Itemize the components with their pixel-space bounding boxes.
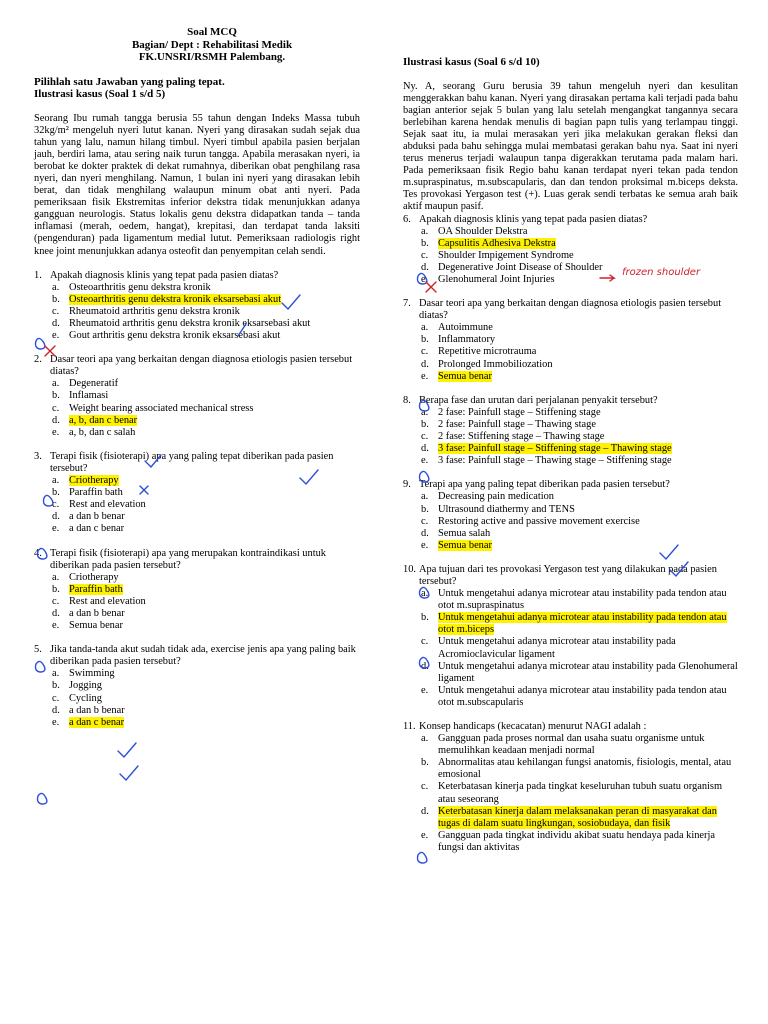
answer-option xyxy=(34,330,360,342)
question-11 xyxy=(403,721,738,854)
answer-option xyxy=(34,693,360,705)
option-text: a dan b benar xyxy=(69,511,125,523)
option-letter: a. xyxy=(421,733,429,745)
answer-option xyxy=(403,334,738,346)
answer-option xyxy=(403,781,738,805)
answer-option xyxy=(34,499,360,511)
question-number: 3. xyxy=(34,450,42,462)
option-text: Swimming xyxy=(69,668,115,680)
question-number: 9. xyxy=(403,479,411,491)
option-text: Weight bearing associated mechanical stress xyxy=(69,402,254,414)
question-10 xyxy=(403,564,738,709)
option-letter: c. xyxy=(421,346,429,358)
answer-option xyxy=(34,294,360,306)
answer-option xyxy=(403,830,738,854)
option-letter: a. xyxy=(52,571,60,583)
answer-option xyxy=(34,390,360,402)
case1-title: Ilustrasi kasus (Soal 1 s/d 5) xyxy=(34,88,166,100)
option-letter: c. xyxy=(421,636,429,648)
option-text: Inflamasi xyxy=(69,390,109,402)
answer-option xyxy=(34,584,360,596)
option-text: Rheumatoid arthritis genu dekstra kronik eksarsebasi akut xyxy=(69,318,311,329)
option-letter: a. xyxy=(421,491,429,503)
option-letter: d. xyxy=(52,511,60,523)
questions-left xyxy=(34,270,360,741)
question-text: Berapa fase dan urutan dari perjalanan penyakit tersebut? xyxy=(419,394,658,406)
option-text-highlighted: Paraffin bath xyxy=(69,583,123,595)
answer-option xyxy=(34,596,360,608)
option-letter: c. xyxy=(421,781,429,793)
option-letter: b. xyxy=(421,503,429,515)
option-letter: b. xyxy=(421,237,429,249)
option-letter: c. xyxy=(421,431,429,443)
question-text: Konsep handicaps (kecacatan) menurut NAGI adalah : xyxy=(419,721,647,732)
question-number: 10. xyxy=(403,563,416,575)
answer-option xyxy=(34,608,360,620)
answer-option xyxy=(403,455,738,467)
answer-option xyxy=(34,680,360,692)
question-1 xyxy=(34,270,360,343)
option-text: 3 fase: Painfull stage – Thawing stage – Stiffening stage xyxy=(438,455,672,467)
answer-option xyxy=(34,511,360,523)
answer-option xyxy=(34,572,360,584)
answer-option xyxy=(403,226,738,238)
option-letter: b. xyxy=(421,612,429,624)
option-text: Inflammatory xyxy=(438,334,496,346)
answer-option xyxy=(403,419,738,431)
option-text: Rheumatoid arthritis genu dekstra kronik xyxy=(69,305,240,317)
answer-option xyxy=(403,540,738,552)
option-text: 2 fase: Stiffening stage – Thawing stage xyxy=(438,431,605,443)
question-2 xyxy=(34,354,360,439)
question-number: 11. xyxy=(403,721,416,732)
option-text: Rest and elevation xyxy=(69,499,146,511)
option-text: Criotherapy xyxy=(69,571,119,583)
question-5 xyxy=(34,644,360,729)
option-text: Jogging xyxy=(69,680,102,692)
answer-option xyxy=(34,403,360,415)
question-number: 8. xyxy=(403,394,411,406)
question-3 xyxy=(34,451,360,536)
question-text: Apakah diagnosis klinis yang tepat pada pasien diatas? xyxy=(419,213,648,225)
question-text: Apa tujuan dari tes provokasi Yergason test yang dilakukan pada pasien tersebut? xyxy=(419,563,717,587)
option-text: 2 fase: Painfull stage – Stiffening stage xyxy=(438,406,601,418)
option-letter: a. xyxy=(421,225,429,237)
option-text: a dan b benar xyxy=(69,607,125,619)
option-text: Semua benar xyxy=(69,620,123,632)
left-column xyxy=(34,26,360,741)
case2-title: Ilustrasi kasus (Soal 6 s/d 10) xyxy=(403,56,540,68)
answer-option xyxy=(403,491,738,503)
question-text: Apakah diagnosis klinis yang tepat pada pasien diatas? xyxy=(50,269,279,281)
answer-option xyxy=(34,306,360,318)
option-text: Decreasing pain medication xyxy=(438,491,554,503)
question-text: Terapi fisik (fisioterapi) apa yang merupakan kontraindikasi untuk diberikan pada pasien tersebut? xyxy=(50,547,326,571)
answer-option xyxy=(403,504,738,516)
option-text: Degeneratif xyxy=(69,378,119,390)
question-9 xyxy=(403,479,738,552)
answer-option xyxy=(403,588,738,612)
option-letter: c. xyxy=(421,515,429,527)
option-text: a dan c benar xyxy=(69,523,125,535)
question-number: 5. xyxy=(34,644,42,656)
option-letter: e. xyxy=(52,330,60,342)
option-letter: b. xyxy=(52,487,60,499)
option-text: Rest and elevation xyxy=(69,595,146,607)
option-letter: d. xyxy=(421,660,429,672)
option-text: 2 fase: Painfull stage – Thawing stage xyxy=(438,418,596,430)
option-text-highlighted: 3 fase: Painfull stage – Stiffening stage – Thawing stage xyxy=(438,443,672,455)
option-text-highlighted: Criotherapy xyxy=(69,475,119,487)
option-letter: d. xyxy=(52,318,60,329)
answer-option xyxy=(403,685,738,709)
option-text-highlighted: Capsulitis Adhesiva Dekstra xyxy=(438,237,556,249)
option-letter: b. xyxy=(52,293,60,305)
option-text: Keterbatasan kinerja pada tingkat keseluruhan tubuh suatu organism atau seseorang xyxy=(438,781,723,805)
questions-right xyxy=(403,214,738,867)
option-text: Gangguan pada tingkat individu akibat suatu hendaya pada kinerja fungsi dan aktivitas xyxy=(438,829,715,853)
option-letter: e. xyxy=(421,829,429,841)
question-number: 6. xyxy=(403,213,411,225)
answer-option xyxy=(34,523,360,535)
instruction: Pilihlah satu Jawaban yang paling tepat. xyxy=(34,75,225,88)
answer-option xyxy=(403,661,738,685)
option-text: Gout arthritis genu dekstra kronik eksarsebasi akut xyxy=(69,330,281,342)
answer-option xyxy=(403,516,738,528)
option-letter: a. xyxy=(421,406,429,418)
option-letter: d. xyxy=(421,358,429,370)
option-letter: d. xyxy=(52,704,60,716)
answer-option xyxy=(403,250,738,262)
option-text: Untuk mengetahui adanya microtear atau instability pada tendon atau otot m.subscapularis xyxy=(438,684,727,708)
institution: FK.UNSRI/RSMH Palembang. xyxy=(138,51,286,63)
answer-option xyxy=(403,407,738,419)
question-number: 4. xyxy=(34,547,42,559)
question-number: 2. xyxy=(34,354,42,366)
option-text: a dan b benar xyxy=(69,704,125,716)
answer-option xyxy=(34,475,360,487)
option-letter: d. xyxy=(421,261,429,273)
option-letter: b. xyxy=(421,334,429,346)
answer-option xyxy=(403,636,738,660)
option-text: Semua salah xyxy=(438,527,491,539)
option-letter: e. xyxy=(421,274,429,285)
answer-option xyxy=(34,487,360,499)
option-text-highlighted: Semua benar xyxy=(438,539,492,551)
question-7 xyxy=(403,298,738,383)
handwritten-note: frozen shoulder xyxy=(622,267,701,278)
option-text: Untuk mengetahui adanya microtear atau instability pada Glenohumeral ligament xyxy=(438,660,738,684)
answer-option xyxy=(34,282,360,294)
question-text: Terapi fisik (fisioterapi) apa yang paling tepat diberikan pada pasien tersebut? xyxy=(50,450,334,474)
option-text: Glenohumeral Joint Injuries xyxy=(438,274,555,285)
option-text: a, b, dan c salah xyxy=(69,426,136,438)
option-letter: b. xyxy=(421,418,429,430)
option-letter: a. xyxy=(52,475,60,487)
option-text-highlighted: Semua benar xyxy=(438,370,492,382)
answer-option xyxy=(34,717,360,729)
answer-option xyxy=(403,359,738,371)
option-letter: c. xyxy=(52,499,60,511)
option-letter: d. xyxy=(52,414,60,426)
option-letter: d. xyxy=(421,527,429,539)
option-letter: b. xyxy=(421,757,429,769)
option-text: Gangguan pada proses normal dan usaha suatu organisme untuk memulihkan keadaan menjadi normal xyxy=(438,733,705,757)
answer-option xyxy=(403,346,738,358)
option-text-highlighted: Untuk mengetahui adanya microtear atau instability pada tendon atau otot m.biceps xyxy=(438,612,727,636)
option-text: Osteoarthritis genu dekstra kronik xyxy=(69,281,211,293)
option-letter: a. xyxy=(52,668,60,680)
option-letter: e. xyxy=(421,684,429,696)
answer-option xyxy=(34,415,360,427)
answer-option xyxy=(403,528,738,540)
option-letter: b. xyxy=(52,680,60,692)
answer-option xyxy=(403,238,738,250)
case1-text: Seorang Ibu rumah tangga berusia 55 tahun dengan Indeks Massa tubuh 32kg/m² mengeluh nyeri lutut kanan. Nyeri yang dirasakan sudah sejak dua tahun yang lalu, namun hilang timbul. Nyeri timbul apabila pasien berjalan jauh, berdiri lama, atau sering naik turun tangga. Apabila merasakan nyeri, ia berobat ke dokter praktek di dekat rumahnya, diberikan obat penghilang rasa nyeri, dan nyeri menghilang. Namun, 1 bulan ini nyeri yang dirasakan lebih berat, dan tidak menghilang walaupun minum obat anti nyeri. Pada pemeriksaan fisik Ekstremitas inferior dekstra tidak menunjukkan adanya gangguan neurologis. Status lokalis genu dekstra didapatkan tanda – tanda inflamasi (merah, oedem, hangat), krepitasi, dan terdapat tanda laksiti (pengenduran) pada ligamentum medial lutut. Pemeriksaan radiologis right knee joint menunjukkan adanya osteofit dan penyempitan celah sendi. xyxy=(34,112,360,257)
check-mark-5a xyxy=(118,743,136,757)
question-text: Dasar teori apa yang berkaitan dengan diagnosa etiologis pasien tersebut diatas? xyxy=(50,354,353,378)
option-letter: b. xyxy=(52,583,60,595)
option-text: Degenerative Joint Disease of Shoulder xyxy=(438,261,603,273)
option-letter: a. xyxy=(421,322,429,334)
right-column xyxy=(403,56,738,866)
option-text: Restoring active and passive movement exercise xyxy=(438,515,640,527)
answer-option xyxy=(403,806,738,830)
option-letter: c. xyxy=(52,595,60,607)
option-letter: e. xyxy=(421,539,429,551)
question-text: Jika tanda-tanda akut sudah tidak ada, exercise jenis apa yang paling baik diberikan pada pasien tersebut? xyxy=(50,644,356,668)
case2-text: Ny. A, seorang Guru berusia 39 tahun mengeluh nyeri dan kesulitan menggerakkan bahu kanan. Nyeri yang dirasakan pertama kali terjadi pada bahu bagian anterior sejak 5 bulan yang lalu setelah mengangkat tangannya secara berlebihan karena hendak menulis di bagian papn tulis yang terlampau tinggi. Sejak saat itu, ia mulai merasakan yeri jika melakukan gerakan fleksi dan abduksi pada bahu sehingga mulai membatasi gerakan bahu nya. Saat ini nyeri terus menerus terjadi walaupun tanpa digerakkan terutama pada malam hari. Pada pemeriksaan fisik Regio bahu kanan terdapat nyeri tekan pada tendon m.supraspinatus, m.subscapularis, dan dan tendon proksimal m.biceps deksta. Tes provokasi Yergason test (+). Luas gerak sendi terbatas ke semua arah baik aktif maupun pasif. xyxy=(403,80,738,213)
option-text: Untuk mengetahui adanya microtear atau instability pada Acromioclavicular ligament xyxy=(438,636,676,660)
answer-option xyxy=(403,443,738,455)
option-text: Repetitive microtrauma xyxy=(438,346,537,358)
answer-option xyxy=(403,371,738,383)
option-text: Autoimmune xyxy=(438,322,493,334)
option-letter: b. xyxy=(52,390,60,402)
question-8 xyxy=(403,395,738,468)
option-letter: a. xyxy=(421,588,429,600)
question-text: Terapi apa yang paling tepat diberikan pada pasien tersebut? xyxy=(419,479,670,491)
option-letter: a. xyxy=(52,378,60,390)
option-letter: a. xyxy=(52,281,60,293)
option-text: Prolonged Immobiliozation xyxy=(438,358,553,370)
option-letter: e. xyxy=(52,716,60,728)
answer-option xyxy=(34,427,360,439)
answer-option xyxy=(34,668,360,680)
answer-option xyxy=(34,620,360,632)
question-text: Dasar teori apa yang berkaitan dengan diagnosa etiologis pasien tersebut diatas? xyxy=(419,298,722,322)
option-text: Abnormalitas atau kehilangan fungsi anatomis, fisiologis, mental, atau emosional xyxy=(438,757,732,781)
option-text: Untuk mengetahui adanya microtear atau instability pada tendon atau otot m.supraspinatus xyxy=(438,588,727,612)
answer-option xyxy=(403,733,738,757)
answer-option xyxy=(34,378,360,390)
option-text-highlighted: a, b, dan c benar xyxy=(69,414,138,426)
doc-title: Soal MCQ xyxy=(187,26,237,38)
answer-option xyxy=(403,612,738,636)
option-letter: d. xyxy=(52,607,60,619)
option-text: Shoulder Impigement Syndrome xyxy=(438,249,574,261)
option-letter: e. xyxy=(421,370,429,382)
answer-option xyxy=(34,318,360,330)
option-letter: e. xyxy=(52,523,60,535)
option-text-highlighted: Keterbatasan kinerja dalam melaksanakan peran di masyarakat dan tugas di dalam suatu lingkungan, sosiobudaya, dan fisik xyxy=(438,805,717,829)
option-letter: e. xyxy=(52,426,60,438)
question-number: 7. xyxy=(403,298,411,310)
option-text: Ultrasound diathermy and TENS xyxy=(438,503,575,515)
option-letter: e. xyxy=(52,620,60,632)
option-text-highlighted: a dan c benar xyxy=(69,716,125,728)
department: Bagian/ Dept : Rehabilitasi Medik xyxy=(131,38,293,51)
option-letter: e. xyxy=(421,455,429,467)
option-letter: c. xyxy=(421,249,429,261)
option-text: OA Shoulder Dekstra xyxy=(438,225,528,237)
answer-option xyxy=(403,431,738,443)
option-text: Paraffin bath xyxy=(69,487,123,499)
option-letter: c. xyxy=(52,402,60,414)
option-text-highlighted: Osteoarthritis genu dekstra kronik eksarsebasi akut xyxy=(69,293,282,305)
check-mark-5c xyxy=(120,766,138,780)
option-letter: c. xyxy=(52,692,60,704)
option-text: Cycling xyxy=(69,692,102,704)
answer-option xyxy=(403,757,738,781)
answer-option xyxy=(34,705,360,717)
option-letter: d. xyxy=(421,443,429,455)
option-letter: d. xyxy=(421,805,429,817)
answer-option xyxy=(403,322,738,334)
option-letter: c. xyxy=(52,305,60,317)
question-number: 1. xyxy=(34,269,42,281)
question-4 xyxy=(34,548,360,633)
circle-mark-5e xyxy=(38,793,47,804)
